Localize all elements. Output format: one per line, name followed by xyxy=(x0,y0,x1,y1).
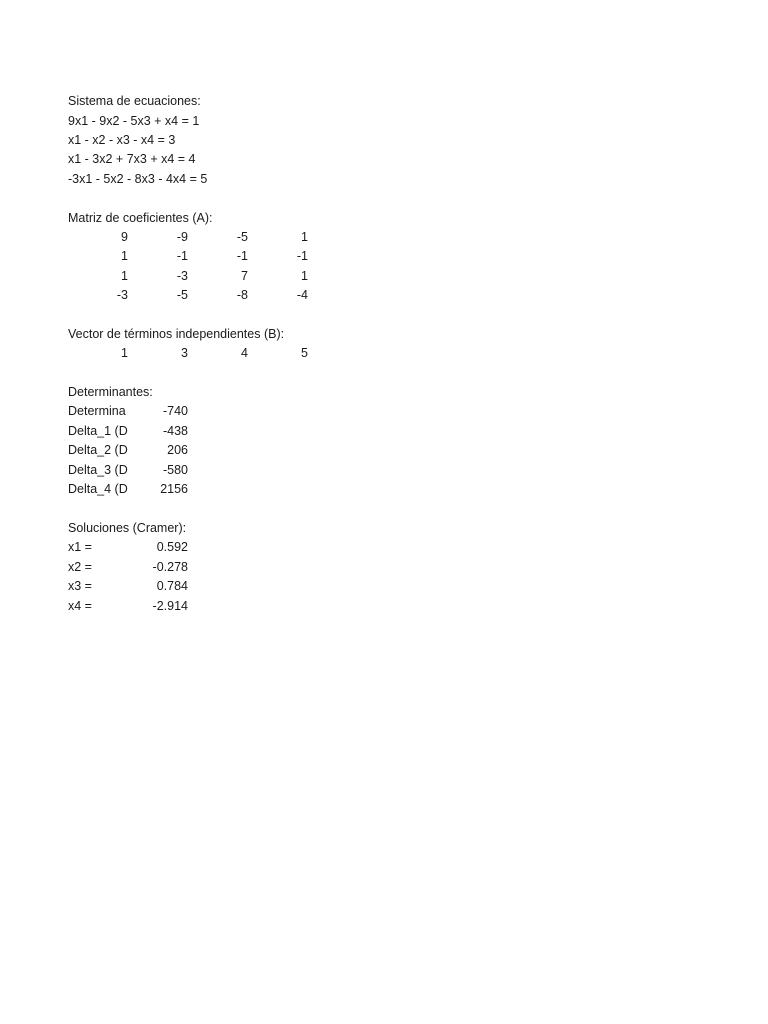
determinants-title[interactable]: Determinantes: xyxy=(68,385,153,399)
determinant-value[interactable]: -740 xyxy=(162,404,188,418)
matrix-cell[interactable]: 1 xyxy=(301,230,308,244)
system-title[interactable]: Sistema de ecuaciones: xyxy=(68,94,201,108)
vector-cell[interactable]: 4 xyxy=(241,346,248,360)
solution-label[interactable]: x4 = xyxy=(68,599,92,613)
solution-label[interactable]: x3 = xyxy=(68,579,92,593)
equation-2[interactable]: x1 - x2 - x3 - x4 = 3 xyxy=(68,133,176,147)
matrix-cell[interactable]: 9 xyxy=(121,230,128,244)
matrix-cell[interactable]: -8 xyxy=(236,288,248,302)
matrix-cell[interactable]: -4 xyxy=(296,288,308,302)
determinant-value[interactable]: -580 xyxy=(162,463,188,477)
determinant-value[interactable]: 2156 xyxy=(160,482,188,496)
determinant-label[interactable]: Determina xyxy=(68,404,126,418)
vector-cell[interactable]: 5 xyxy=(301,346,308,360)
solution-value[interactable]: -2.914 xyxy=(152,599,188,613)
equation-1[interactable]: 9x1 - 9x2 - 5x3 + x4 = 1 xyxy=(68,114,200,128)
solutions-title[interactable]: Soluciones (Cramer): xyxy=(68,521,187,535)
matrix-cell[interactable]: -5 xyxy=(236,230,248,244)
matrix-cell[interactable]: -5 xyxy=(176,288,188,302)
matrix-cell[interactable]: 7 xyxy=(241,269,248,283)
matrix-cell[interactable]: 1 xyxy=(301,269,308,283)
matrix-cell[interactable]: -9 xyxy=(176,230,188,244)
solution-label[interactable]: x2 = xyxy=(68,560,92,574)
determinant-label[interactable]: Delta_3 (D xyxy=(68,463,128,477)
determinant-label[interactable]: Delta_1 (D xyxy=(68,424,128,438)
equation-4[interactable]: -3x1 - 5x2 - 8x3 - 4x4 = 5 xyxy=(68,172,208,186)
matrix-title[interactable]: Matriz de coeficientes (A): xyxy=(68,211,213,225)
vector-cell[interactable]: 1 xyxy=(121,346,128,360)
matrix-cell[interactable]: -3 xyxy=(116,288,128,302)
matrix-cell[interactable]: -1 xyxy=(176,249,188,263)
matrix-cell[interactable]: 1 xyxy=(121,269,128,283)
vector-cell[interactable]: 3 xyxy=(181,346,188,360)
determinant-label[interactable]: Delta_4 (D xyxy=(68,482,128,496)
matrix-cell[interactable]: 1 xyxy=(121,249,128,263)
determinant-label[interactable]: Delta_2 (D xyxy=(68,443,128,457)
determinant-value[interactable]: -438 xyxy=(162,424,188,438)
solution-value[interactable]: 0.784 xyxy=(156,579,188,593)
determinant-value[interactable]: 206 xyxy=(167,443,188,457)
vector-title[interactable]: Vector de términos independientes (B): xyxy=(68,327,285,341)
matrix-cell[interactable]: -1 xyxy=(236,249,248,263)
solution-label[interactable]: x1 = xyxy=(68,540,92,554)
matrix-cell[interactable]: -3 xyxy=(176,269,188,283)
solution-value[interactable]: 0.592 xyxy=(156,540,188,554)
equation-3[interactable]: x1 - 3x2 + 7x3 + x4 = 4 xyxy=(68,152,196,166)
matrix-cell[interactable]: -1 xyxy=(296,249,308,263)
solution-value[interactable]: -0.278 xyxy=(152,560,188,574)
